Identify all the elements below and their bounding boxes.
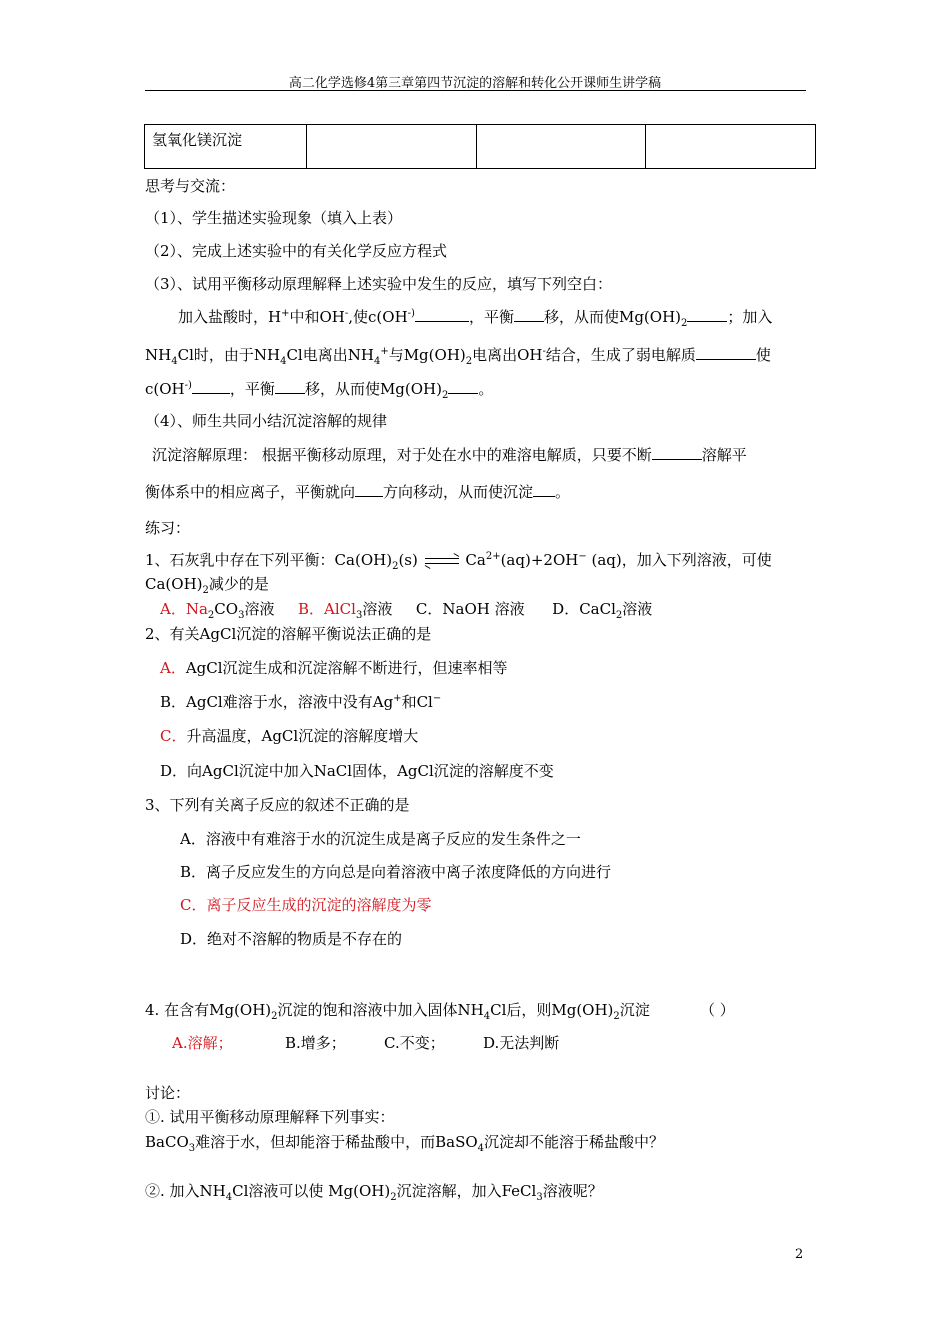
q1-options: A．$Na_2CO_3$溶液 B．AlCl$_3$溶液 C．NaOH 溶液 D．CaCl$_2$溶液: [160, 600, 653, 621]
blank[interactable]: [275, 379, 305, 394]
blank[interactable]: [533, 482, 555, 497]
principle-line-2: 衡体系中的相应离子，平衡就向 方向移动，从而使沉淀 。: [145, 483, 571, 501]
q3-option-a: A．溶液中有难溶于水的沉淀生成是离子反应的发生条件之一: [180, 830, 581, 848]
q3-stem: 3、下列有关离子反应的叙述不正确的是: [145, 796, 410, 814]
blank[interactable]: [687, 307, 727, 322]
section-heading: 讨论：: [145, 1084, 191, 1102]
blank[interactable]: [652, 445, 702, 460]
talk-item-1-detail: BaCO$_3$难溶于水，但却能溶于稀盐酸中，而BaSO$_4$沉淀却不能溶于稀盐酸中？: [145, 1133, 665, 1154]
answer-paren: （ ）: [700, 1001, 735, 1019]
section-heading: 思考与交流：: [145, 177, 236, 195]
q2-option-b: B．AgCl难溶于水，溶液中没有Ag+和Cl−: [160, 693, 442, 711]
q1-stem: 1、石灰乳中存在下列平衡：$Ca(OH)_2(s)$ $Ca^{2+}(aq)+2OH^-$ (aq)，加入下列溶液，可使: [145, 551, 772, 572]
blank[interactable]: [355, 482, 383, 497]
question-item: （3）、试用平衡移动原理解释上述实验中发生的反应，填写下列空白：: [145, 275, 613, 293]
blank[interactable]: [514, 307, 544, 322]
q3-option-d: D．绝对不溶解的物质是不存在的: [180, 930, 403, 948]
q1-stem-cont: $Ca(OH)_2$减少的是: [145, 575, 269, 596]
question-item: （4）、师生共同小结沉淀溶解的规律: [145, 412, 388, 430]
blank[interactable]: [415, 307, 469, 322]
q3-option-c: C．离子反应生成的沉淀的溶解度为零: [180, 896, 432, 914]
q4-stem: 4. 在含有$Mg(OH)_2$沉淀的饱和溶液中加入固体$NH_4Cl$后，则$Mg(OH)_2$沉淀: [145, 1001, 650, 1022]
q4-option-c: C.不变；: [384, 1034, 445, 1052]
table-row-label: 氢氧化镁沉淀: [145, 125, 307, 169]
table-cell: [646, 125, 816, 169]
fill-line-1: 加入盐酸时，H+中和OH-,使c(OH-) ，平衡 移，从而使$Mg(OH)_2$ ；加入: [178, 308, 773, 329]
blank[interactable]: [696, 345, 756, 360]
blank[interactable]: [192, 379, 230, 394]
q4-option-d: D.无法判断: [483, 1034, 560, 1052]
page-number: 2: [795, 1247, 804, 1262]
principle-line-1: 沉淀溶解原理： 根据平衡移动原理，对于处在水中的难溶电解质，只要不断 溶解平: [152, 446, 747, 464]
talk-item-2: ②. 加入$NH_4Cl$溶液可以使 $Mg(OH)_2$沉淀溶解，加入FeCl$_3$溶液呢？: [145, 1182, 603, 1203]
question-item: （1）、学生描述实验现象（填入上表）: [145, 209, 403, 227]
q3-option-b: B．离子反应发生的方向总是向着溶液中离子浓度降低的方向进行: [180, 863, 612, 881]
fill-line-2: $NH_4Cl$时，由于$NH_4Cl$电离出$NH_4^+$与$Mg(OH)_2$电离出OH-结合，生成了弱电解质 使: [145, 346, 771, 367]
q2-option-d: D．向AgCl沉淀中加入NaCl固体，AgCl沉淀的溶解度不变: [160, 762, 554, 780]
table-cell: [476, 125, 646, 169]
q2-option-c: C．升高温度，AgCl沉淀的溶解度增大: [160, 727, 419, 745]
q4-option-a: A.溶解；: [172, 1034, 233, 1052]
question-item: （2）、完成上述实验中的有关化学反应方程式: [145, 242, 448, 260]
header-rule: [145, 90, 806, 91]
experiment-table: [144, 124, 816, 169]
q2-option-a: A．AgCl沉淀生成和沉淀溶解不断进行，但速率相等: [160, 659, 508, 677]
blank[interactable]: [448, 379, 478, 394]
fill-line-3: c(OH-) ，平衡 移，从而使$Mg(OH)_2$ 。: [145, 380, 494, 401]
q4-option-b: B.增多；: [285, 1034, 346, 1052]
talk-item-1: ①. 试用平衡移动原理解释下列事实：: [145, 1108, 395, 1126]
equilibrium-arrow-icon: [425, 555, 459, 567]
section-heading: 练习：: [145, 519, 191, 537]
q2-stem: 2、有关AgCl沉淀的溶解平衡说法正确的是: [145, 625, 432, 643]
page-header: 高二化学选修4第三章第四节沉淀的溶解和转化公开课师生讲学稿: [288, 76, 662, 91]
table-cell: [306, 125, 476, 169]
